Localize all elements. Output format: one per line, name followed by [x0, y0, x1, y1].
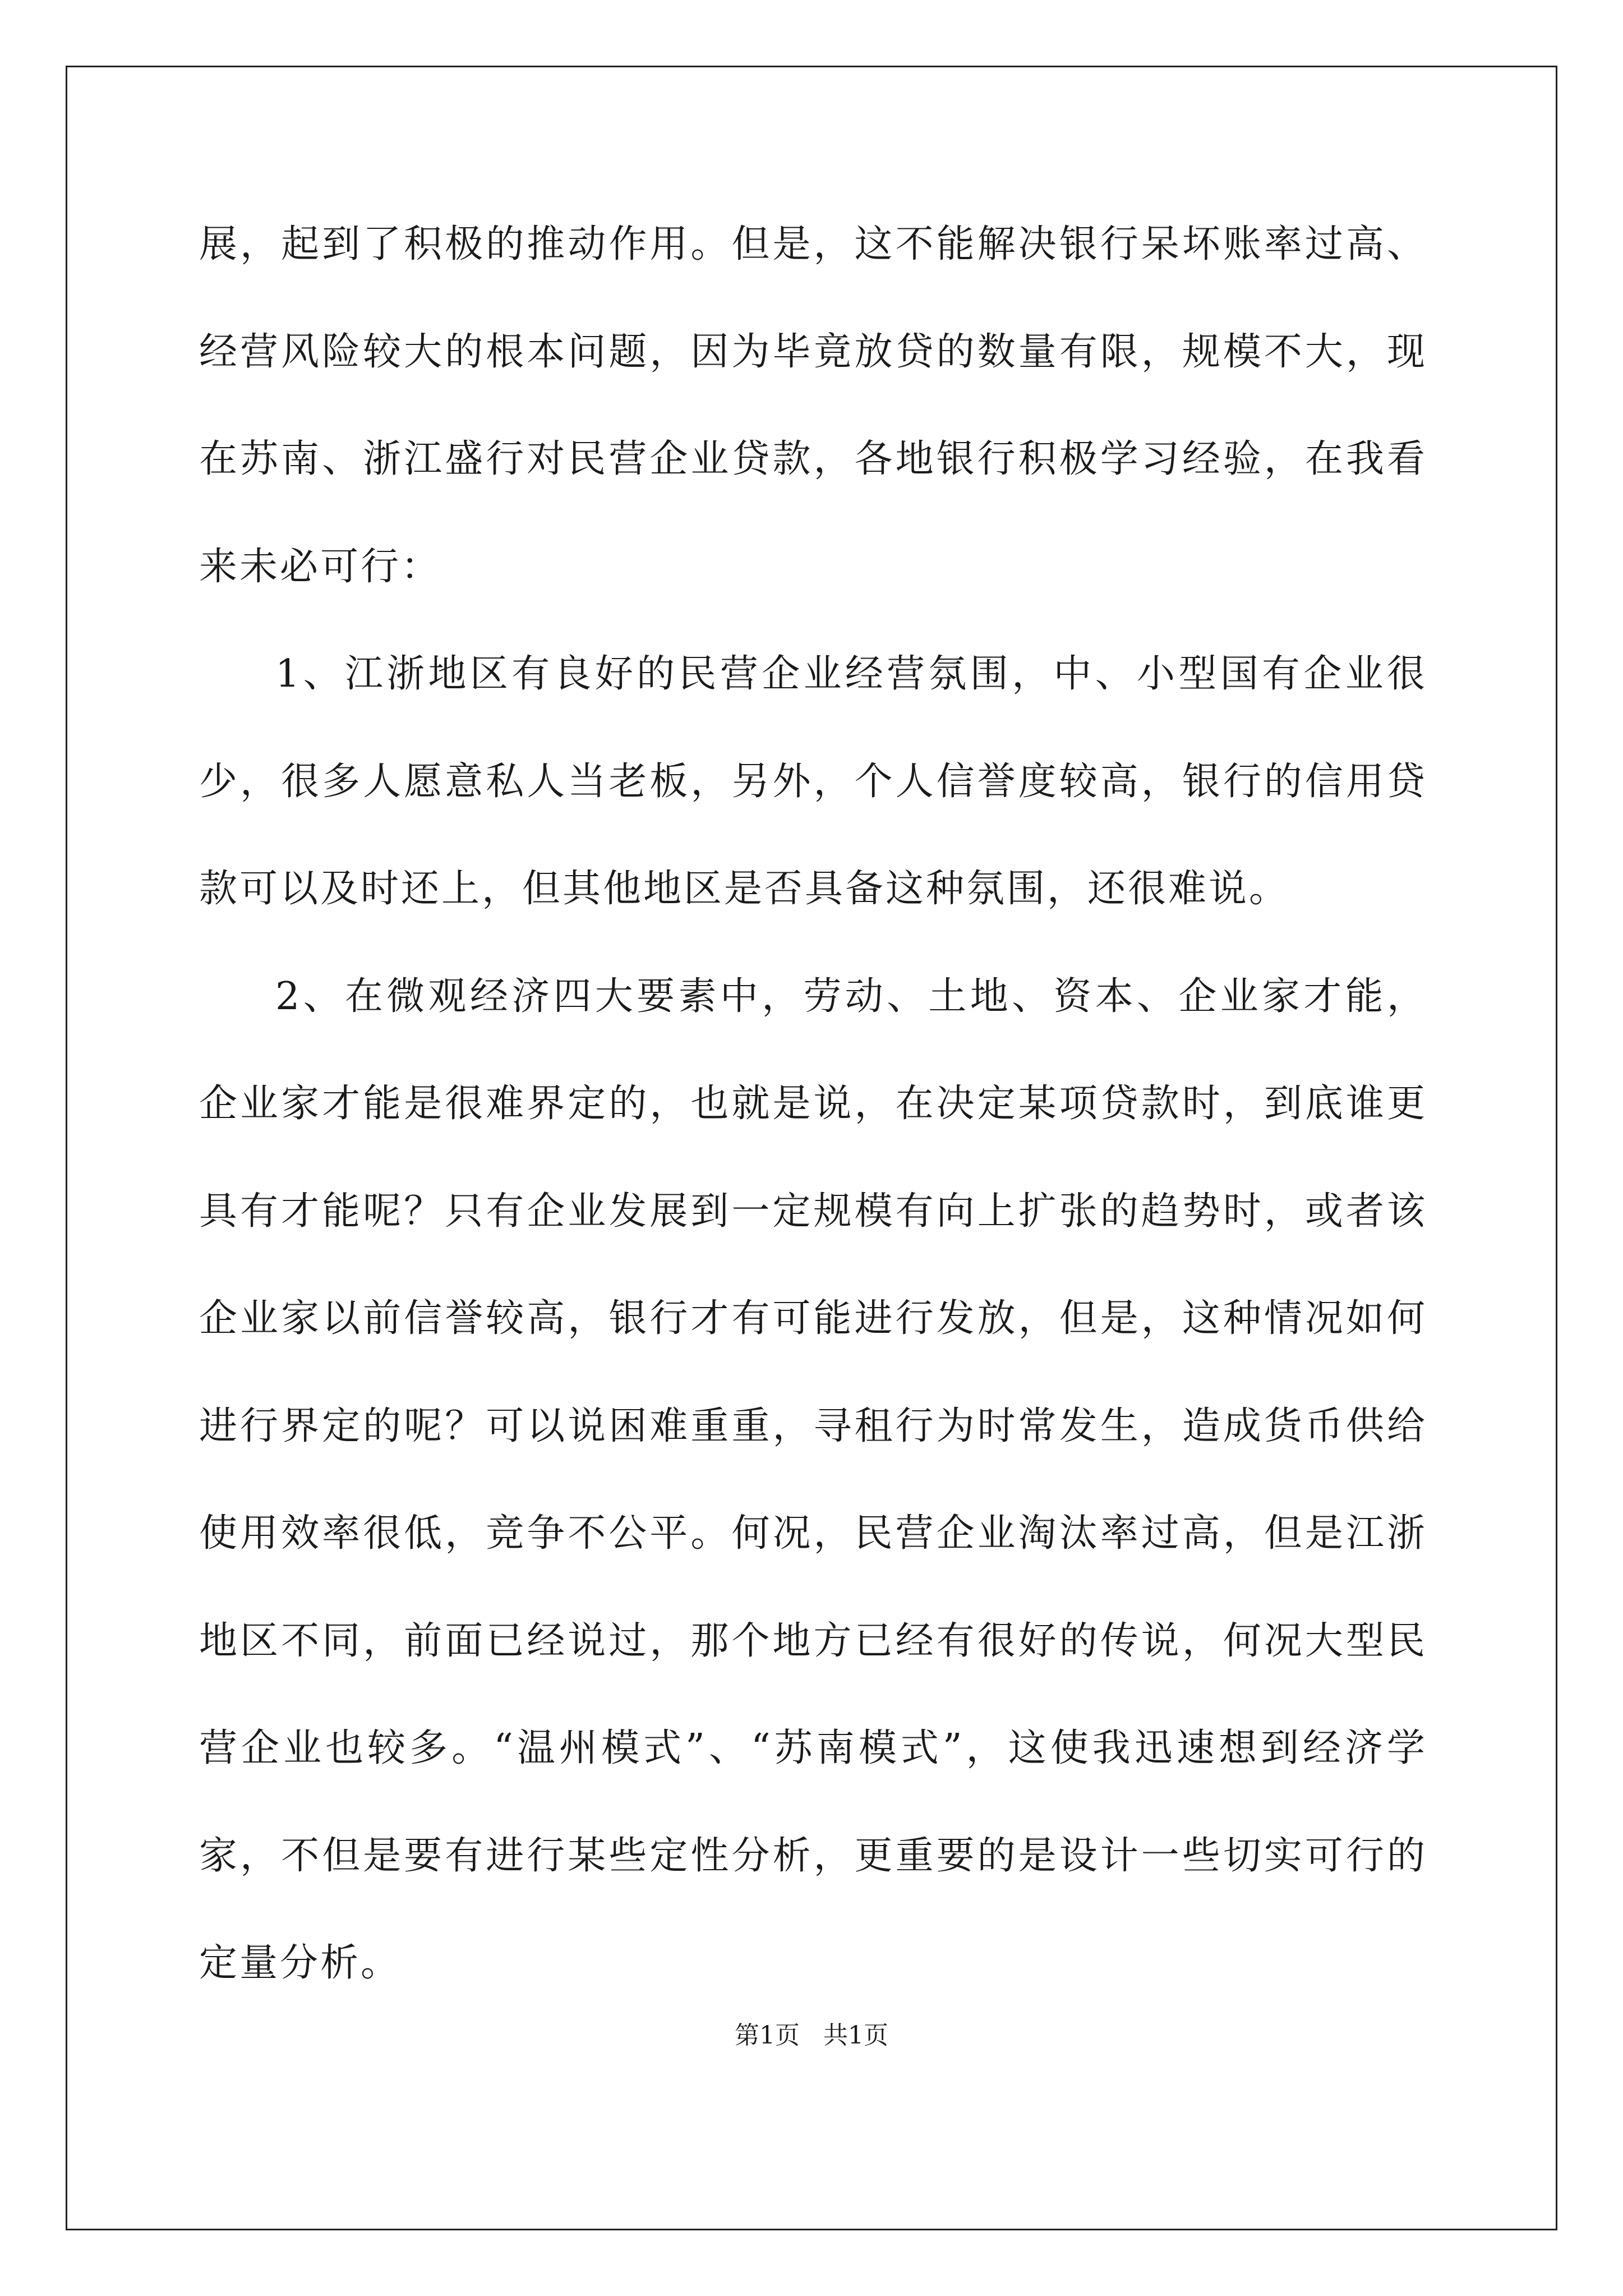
- paragraph-3: 2、在微观经济四大要素中，劳动、土地、资本、企业家才能，企业家才能是很难界定的，也就是说，在决定某项贷款时，到底谁更具有才能呢？只有企业发展到一定规模有向上扩张的趋势时，或者该企业家以前信誉较高，银行才有可能进行发放，但是，这种情况如何进行界定的呢？可以说困难重重，寻租行为时常发生，造成货币供给使用效率很低，竞争不公平。何况，民营企业淘汰率过高，但是江浙地区不同，前面已经说过，那个地方已经有很好的传说，何况大型民营企业也较多。“温州模式”、“苏南模式”，这使我迅速想到经济学家，不但是要有进行某些定性分析，更重要的是设计一些切实可行的定量分析。: [199, 974, 1427, 1985]
- paragraph-2: 1、江浙地区有良好的民营企业经营氛围，中、小型国有企业很少，很多人愿意私人当老板，另外，个人信誉度较高，银行的信用贷款可以及时还上，但其他地区是否具备这种氛围，还很难说。: [199, 652, 1427, 911]
- page-footer: 第1页 共1页: [735, 2021, 888, 2050]
- document-body: [199, 191, 1427, 2017]
- paragraph-1: 展，起到了积极的推动作用。但是，这不能解决银行呆坏账率过高、经营风险较大的根本问题，因为毕竟放贷的数量有限，规模不大，现在苏南、浙江盛行对民营企业贷款，各地银行积极学习经验，在我看来未必可行：: [199, 222, 1427, 589]
